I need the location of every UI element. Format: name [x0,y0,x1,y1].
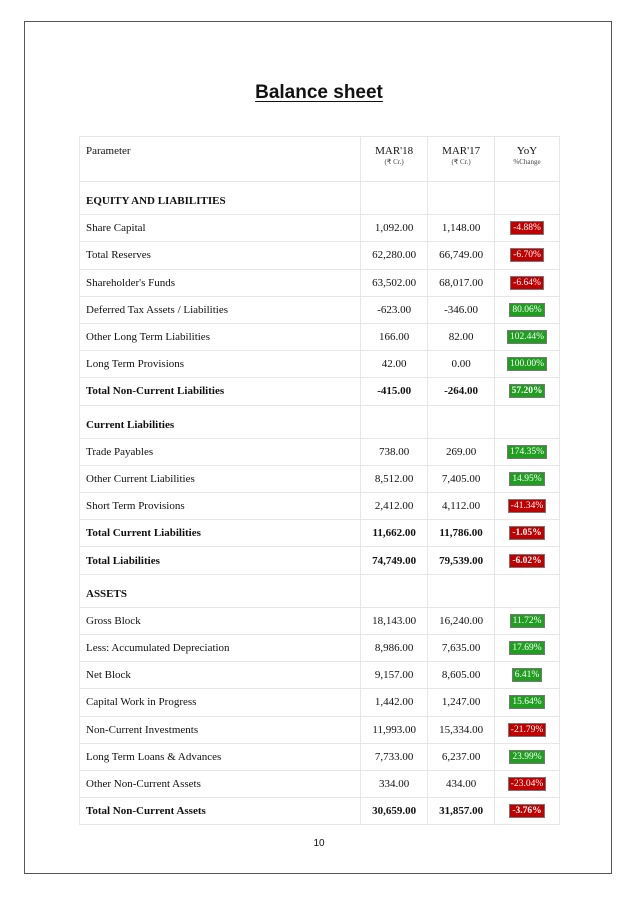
yoy-cell [495,323,560,350]
yoy-cell [495,493,560,520]
row-label: Gross Block [80,607,361,634]
value-mar18: 63,502.00 [361,269,428,296]
value-mar17: 15,334.00 [428,716,495,743]
value-mar17: 1,148.00 [428,215,495,242]
yoy-cell [495,635,560,662]
value-mar18: 30,659.00 [361,798,428,825]
header-mar17-label: MAR'17 [442,145,481,157]
value-mar18: 8,986.00 [361,635,428,662]
yoy-change-badge: 23.99% [509,750,544,764]
row-label: Non-Current Investments [80,716,361,743]
empty-cell [428,405,495,438]
table-row [80,438,560,465]
value-mar18: 9,157.00 [361,662,428,689]
value-mar18: 1,092.00 [361,215,428,242]
table-row [80,323,560,350]
section-header-row [80,574,560,607]
yoy-change-badge: 100.00% [507,357,547,371]
value-mar17: 79,539.00 [428,547,495,574]
yoy-change-badge: 6.41% [512,668,543,682]
balance-sheet-table [79,136,560,825]
page-title-text: Balance sheet [255,82,383,103]
value-mar18: 334.00 [361,770,428,797]
header-yoy [495,137,560,182]
section-label: EQUITY AND LIABILITIES [80,182,361,215]
row-label: Shareholder's Funds [80,269,361,296]
total-row [80,378,560,405]
row-label: Total Non-Current Assets [80,798,361,825]
yoy-cell [495,607,560,634]
empty-cell [495,574,560,607]
value-mar17: -346.00 [428,296,495,323]
yoy-cell [495,296,560,323]
empty-cell [428,574,495,607]
yoy-cell [495,770,560,797]
value-mar17: -264.00 [428,378,495,405]
yoy-change-badge: -6.64% [510,276,544,290]
empty-cell [495,182,560,215]
header-yoy-label: YoY [516,145,538,157]
yoy-cell [495,378,560,405]
yoy-change-badge: 11.72% [510,614,545,628]
total-row [80,798,560,825]
value-mar18: 18,143.00 [361,607,428,634]
row-label: Long Term Provisions [80,351,361,378]
value-mar17: 7,405.00 [428,465,495,492]
yoy-cell [495,689,560,716]
value-mar18: 11,662.00 [361,520,428,547]
yoy-change-badge: 57.20% [509,384,546,398]
yoy-change-badge: -41.34% [508,499,546,513]
row-label: Other Long Term Liabilities [80,323,361,350]
header-mar17 [428,137,495,182]
header-parameter: Parameter [80,137,361,182]
table-header-row [80,137,560,182]
value-mar17: 0.00 [428,351,495,378]
yoy-cell [495,798,560,825]
yoy-cell [495,743,560,770]
value-mar17: 8,605.00 [428,662,495,689]
empty-cell [361,182,428,215]
empty-cell [495,405,560,438]
row-label: Other Current Liabilities [80,465,361,492]
table-row [80,716,560,743]
table-row [80,662,560,689]
row-label: Deferred Tax Assets / Liabilities [80,296,361,323]
value-mar17: 1,247.00 [428,689,495,716]
table-row [80,770,560,797]
yoy-change-badge: 102.44% [507,330,547,344]
yoy-cell [495,465,560,492]
section-label: Current Liabilities [80,405,361,438]
page-number: 10 [313,838,325,849]
table-row [80,635,560,662]
section-header-row [80,405,560,438]
empty-cell [428,182,495,215]
yoy-change-badge: -23.04% [508,777,546,791]
header-mar18-label: MAR'18 [375,145,414,157]
table-row [80,242,560,269]
value-mar17: 68,017.00 [428,269,495,296]
value-mar18: 166.00 [361,323,428,350]
row-label: Trade Payables [80,438,361,465]
section-label: ASSETS [80,574,361,607]
value-mar17: 6,237.00 [428,743,495,770]
yoy-cell [495,547,560,574]
value-mar17: 16,240.00 [428,607,495,634]
empty-cell [361,405,428,438]
table-row [80,215,560,242]
section-header-row [80,182,560,215]
table-row [80,493,560,520]
yoy-change-badge: 15.64% [509,695,544,709]
total-row [80,547,560,574]
value-mar17: 7,635.00 [428,635,495,662]
empty-cell [361,574,428,607]
row-label: Other Non-Current Assets [80,770,361,797]
yoy-cell [495,716,560,743]
yoy-cell [495,438,560,465]
table-row [80,465,560,492]
header-mar18-unit: (₹ Cr.) [384,158,404,166]
yoy-change-badge: -3.76% [509,804,544,818]
table-row [80,296,560,323]
value-mar17: 11,786.00 [428,520,495,547]
value-mar17: 66,749.00 [428,242,495,269]
yoy-cell [495,662,560,689]
yoy-cell [495,215,560,242]
value-mar17: 269.00 [428,438,495,465]
value-mar18: 7,733.00 [361,743,428,770]
row-label: Total Liabilities [80,547,361,574]
yoy-change-badge: -6.70% [510,248,544,262]
header-mar17-unit: (₹ Cr.) [451,158,471,166]
header-yoy-unit: %Change [513,158,541,166]
value-mar17: 82.00 [428,323,495,350]
yoy-change-badge: -6.02% [509,554,544,568]
value-mar17: 4,112.00 [428,493,495,520]
row-label: Total Current Liabilities [80,520,361,547]
yoy-cell [495,242,560,269]
table-row [80,743,560,770]
row-label: Share Capital [80,215,361,242]
row-label: Capital Work in Progress [80,689,361,716]
yoy-change-badge: -21.79% [508,723,546,737]
row-label: Total Reserves [80,242,361,269]
value-mar18: 1,442.00 [361,689,428,716]
value-mar18: 62,280.00 [361,242,428,269]
yoy-cell [495,351,560,378]
value-mar18: 11,993.00 [361,716,428,743]
total-row [80,520,560,547]
yoy-change-badge: 14.95% [509,472,544,486]
yoy-change-badge: 17.69% [509,641,544,655]
table-row [80,689,560,716]
row-label: Total Non-Current Liabilities [80,378,361,405]
value-mar18: 8,512.00 [361,465,428,492]
page-title [0,82,638,104]
row-label: Short Term Provisions [80,493,361,520]
yoy-change-badge: 80.06% [509,303,544,317]
yoy-change-badge: -1.05% [509,526,544,540]
row-label: Less: Accumulated Depreciation [80,635,361,662]
value-mar18: -415.00 [361,378,428,405]
row-label: Net Block [80,662,361,689]
value-mar18: 74,749.00 [361,547,428,574]
yoy-change-badge: 174.35% [507,445,547,459]
value-mar18: -623.00 [361,296,428,323]
row-label: Long Term Loans & Advances [80,743,361,770]
value-mar18: 42.00 [361,351,428,378]
yoy-cell [495,520,560,547]
table-row [80,607,560,634]
value-mar17: 31,857.00 [428,798,495,825]
value-mar17: 434.00 [428,770,495,797]
yoy-change-badge: -4.88% [510,221,544,235]
yoy-cell [495,269,560,296]
value-mar18: 738.00 [361,438,428,465]
table-row [80,269,560,296]
table-row [80,351,560,378]
header-mar18 [361,137,428,182]
value-mar18: 2,412.00 [361,493,428,520]
